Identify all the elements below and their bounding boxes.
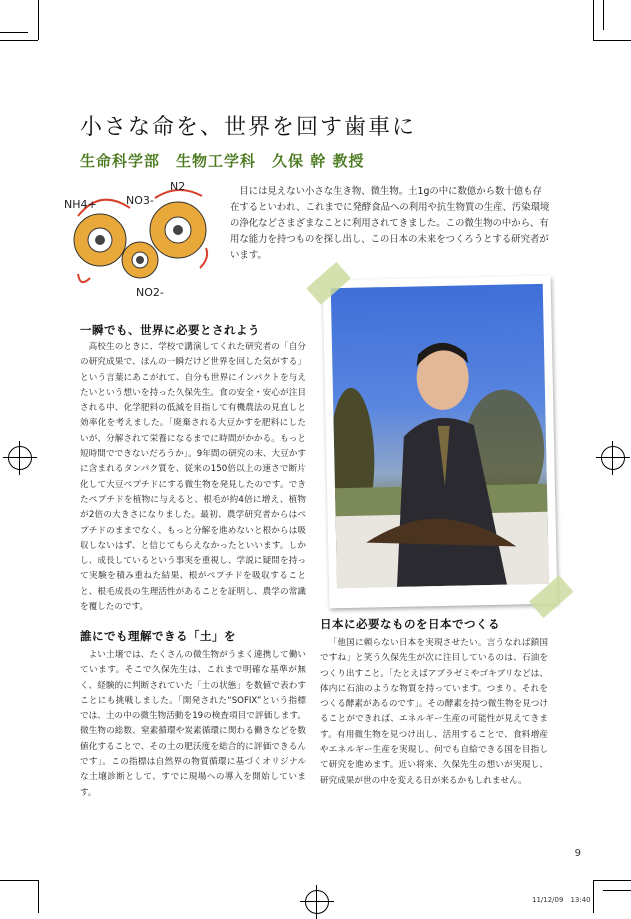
section-body-2 (80, 648, 306, 808)
lead-text: 目には見えない小さな生き物、微生物。土1gの中に数億から数十億も存在するといわれ、これまでに発酵食品への利用や抗生物質の生産、汚染環境の浄化などさまざまなことに利用されてきました。この微生物の中から、有用な能力を持つものを探し出し、この日本の未来をつくろうとする研究者がいます。 (230, 186, 550, 261)
section-heading-1: 一瞬でも、世界に必要とされよう (80, 323, 260, 337)
section-heading-2: 誰にでも理解できる「土」を (80, 629, 236, 643)
author-line: 生命科学部 生物工学科 久保 幹 教授 (80, 152, 365, 170)
n2-label: N2 (170, 180, 186, 193)
no3-label: NO3- (126, 194, 154, 207)
lead-paragraph (230, 184, 550, 264)
professor-photo (331, 284, 549, 588)
no2-label: NO2- (136, 286, 164, 299)
section-body-2-text: よい土壌では、たくさんの微生物がうまく連携して働いています。そこで久保先生は、これまで明確な基準が無く、経験的に判断されていた「土の状態」を数値で表わすことにも挑戦しました。「開発された“SOFIX”という指標では、土の中の微生物活動を19の検査項目で評価します。微生物の総数、窒素循環や炭素循環に関わる働きなどを数値化することで、その土の肥沃度を総合的に評価できるんです」。この指標は自然界の物質循環に基づくオリジナルな土壌診断として、すでに現場への導入を開始しています。 (80, 650, 306, 798)
registration-mark (8, 446, 32, 470)
article-title: 小さな命を、世界を回す歯車に (80, 115, 417, 140)
crop-mark (593, 0, 594, 40)
registration-mark (601, 446, 625, 470)
nh4-label: NH4+ (64, 198, 97, 211)
print-timestamp: 11/12/09 13:40 (532, 896, 591, 904)
page-number: 9 (574, 848, 581, 859)
section-body-3-text: 「他国に頼らない日本を実現させたい。言うなれば鎖国ですね」と笑う久保先生が次に注目しているのは、石油をつくり出すこと。「たとえばアブラゼミやゴキブリなどは、体内に石油のような物質を持っています。つまり、それをつくる酵素があるのです」。その酵素を持つ微生物を見つけることができれば、エネルギー生産の可能性が見えてきます。有用微生物を見つけ出し、活用することで、食料増産やエネルギー生産を実現し、何でも自給できる国を目指して研究を進めます。近い将来、久保先生の想いが実現し、研究成果が世の中を変える日が来るかもしれません。 (320, 638, 548, 786)
crop-mark (0, 40, 38, 41)
crop-mark (38, 0, 39, 40)
section-body-3 (320, 636, 548, 816)
portrait-photo (323, 276, 558, 609)
registration-mark (305, 890, 329, 914)
crop-mark (593, 880, 594, 913)
crop-mark (0, 32, 28, 33)
section-heading-3: 日本に必要なものを日本でつくる (320, 617, 500, 631)
crop-mark (603, 0, 604, 30)
crop-mark (593, 880, 631, 881)
crop-mark (0, 880, 38, 881)
crop-mark (603, 890, 631, 891)
section-body-1 (80, 340, 306, 630)
gear-illustration (60, 178, 225, 303)
photo-image (331, 284, 549, 588)
crop-mark (593, 40, 631, 41)
crop-mark (38, 880, 39, 913)
section-body-1-text: 高校生のときに、学校で講演してくれた研究者の「自分の研究成果で、ほんの一瞬だけど世界を回した気がする」という言葉にあこがれて、自分も世界にインパクトを与えたいという想いを持った久保先生。食の安全・安心が注目される中、化学肥料の低減を目指して有機農法の見直しと効率化を考えました。「廃棄される大豆かすを肥料にしたいが、分解されて栄養になるまでに時間がかかる。もっと短時間でできないだろうか」。9年間の研究の末、大豆かすに含まれるタンパク質を、従来の150倍以上の速さで断片化して大豆ペプチドにする微生物を発見したのです。できたペプチドを植物に与えると、根毛が約4倍に増え、植物が2倍の大きさになりました。最初、農学研究者からはペプチドのままでなく、もっと分解を進めないと根からは吸収しないはず、と信じてもらえなかったといいます。しかし、成長しているという事実を重視し、学説に疑問を持って実験を積み重ねた結果、根がペプチドを吸収することと、根毛成長の生理活性があることを証明し、農学の常識を覆したのです。 (80, 342, 306, 613)
